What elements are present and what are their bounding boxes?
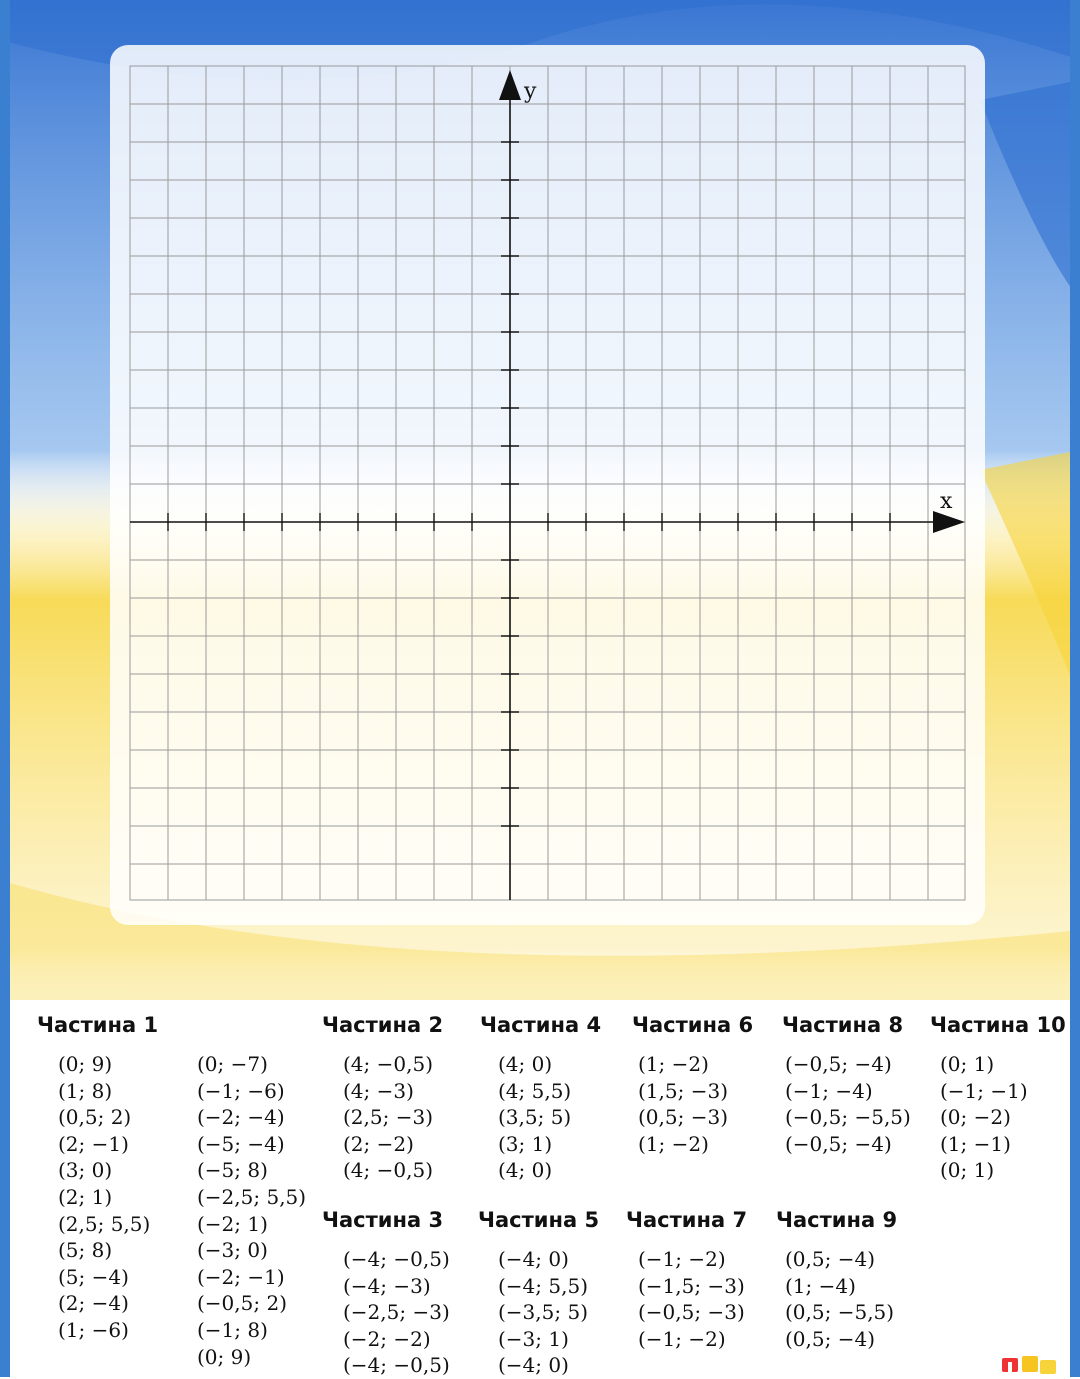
coordinate-point: (−2,5; −3) [343, 1300, 450, 1325]
coordinate-point: (0; 1) [940, 1158, 995, 1183]
coordinate-point: (−0,5; −5,5) [785, 1105, 911, 1130]
grid-lines [130, 66, 965, 900]
coordinate-point: (−4; 5,5) [498, 1273, 588, 1298]
coordinate-point: (−0,5; 2) [197, 1291, 287, 1316]
coordinate-point: (−2,5; 5,5) [197, 1184, 307, 1209]
part-3-points [343, 1246, 450, 1379]
part-2-points [343, 1051, 433, 1184]
part-7-points [638, 1246, 745, 1352]
part-9-points [785, 1246, 894, 1352]
part-8-title: Частина 8 [782, 1013, 904, 1037]
coordinate-point: (0; −2) [940, 1105, 1011, 1130]
coordinate-point: (3; 0) [58, 1158, 113, 1183]
part-1-title: Частина 1 [37, 1013, 159, 1037]
coordinate-point: (4; −3) [343, 1078, 414, 1103]
coordinate-point: (−5; 8) [197, 1158, 268, 1183]
publisher-logo-icon [1000, 1352, 1060, 1377]
coordinate-point: (−3; 1) [498, 1326, 569, 1351]
coordinate-point: (−0,5; −3) [638, 1300, 745, 1325]
coordinate-point: (4; 0) [498, 1052, 553, 1076]
coordinate-point: (−0,5; −4) [785, 1131, 892, 1156]
coordinate-point: (1; −2) [638, 1052, 709, 1076]
coordinate-point: (−1; 8) [197, 1317, 268, 1342]
part-8-points [785, 1051, 911, 1157]
coordinate-point: (−1; −2) [638, 1326, 726, 1351]
coordinate-point: (2; −4) [58, 1291, 129, 1316]
coordinate-point: (4; 0) [498, 1158, 553, 1183]
coordinate-point: (2; −2) [343, 1131, 414, 1156]
y-axis-arrow-icon [499, 70, 521, 100]
coordinate-point: (−2; −1) [197, 1264, 285, 1289]
coordinate-point: (−3; 0) [197, 1238, 268, 1263]
coordinate-point: (1; 8) [58, 1078, 113, 1103]
coordinate-point: (−0,5; −4) [785, 1052, 892, 1076]
coordinate-point: (4; −0,5) [343, 1158, 433, 1183]
part-4-points [498, 1051, 571, 1184]
coordinate-point: (0; 9) [197, 1344, 252, 1369]
coordinate-point: (0,5; −3) [638, 1105, 728, 1130]
coordinate-point: (0; −7) [197, 1052, 268, 1076]
coordinate-point: (−1,5; −3) [638, 1273, 745, 1298]
coordinate-point: (5; 8) [58, 1238, 113, 1263]
coordinate-point: (−2; −2) [343, 1326, 431, 1351]
part-1-points-col2 [197, 1051, 306, 1370]
coordinate-point: (2,5; −3) [343, 1105, 433, 1130]
coordinate-point: (0; 1) [940, 1052, 995, 1076]
coordinate-point: (1; −6) [58, 1317, 129, 1342]
coordinate-point: (−4; 0) [498, 1247, 569, 1271]
part-10-title: Частина 10 [930, 1013, 1066, 1037]
part-5-title: Частина 5 [478, 1208, 600, 1232]
coordinate-point: (−4; −0,5) [343, 1247, 450, 1271]
coordinate-point: (3; 1) [498, 1131, 553, 1156]
coordinate-point: (0; 9) [58, 1052, 113, 1076]
coordinate-point: (4; −0,5) [343, 1052, 433, 1076]
part-3-title: Частина 3 [322, 1208, 444, 1232]
coordinate-point: (−2; −4) [197, 1105, 285, 1130]
coordinate-point: (0,5; 2) [58, 1105, 132, 1130]
coordinate-point: (0,5; −5,5) [785, 1300, 895, 1325]
coordinate-point: (−1; −6) [197, 1078, 285, 1103]
part-6-points [638, 1051, 728, 1157]
coordinate-point: (−1; −4) [785, 1078, 873, 1103]
coordinate-point: (−1; −2) [638, 1247, 726, 1271]
coordinate-point: (1,5; −3) [638, 1078, 728, 1103]
coordinate-point: (−4; 0) [498, 1353, 569, 1378]
part-1-points-col1 [58, 1051, 150, 1344]
coordinate-point: (2,5; 5,5) [58, 1211, 151, 1236]
part-10-points [940, 1051, 1028, 1184]
coordinate-point: (−3,5; 5) [498, 1300, 588, 1325]
part-4-title: Частина 4 [480, 1013, 602, 1037]
coordinate-point: (−5; −4) [197, 1131, 285, 1156]
coordinate-point: (−1; −1) [940, 1078, 1028, 1103]
coordinate-point: (−4; −3) [343, 1273, 431, 1298]
coordinate-point: (0,5; −4) [785, 1247, 875, 1271]
part-2-title: Частина 2 [322, 1013, 444, 1037]
coordinate-point: (1; −1) [940, 1131, 1011, 1156]
coordinate-point: (−2; 1) [197, 1211, 268, 1236]
coordinate-point: (1; −4) [785, 1273, 856, 1298]
x-axis-label: x [940, 489, 953, 514]
coordinate-point: (0,5; −4) [785, 1326, 875, 1351]
coordinate-point: (5; −4) [58, 1264, 129, 1289]
y-axis-label: y [524, 79, 537, 104]
coordinate-point: (1; −2) [638, 1131, 709, 1156]
coordinate-point: (2; 1) [58, 1184, 113, 1209]
part-6-title: Частина 6 [632, 1013, 754, 1037]
part-7-title: Частина 7 [626, 1208, 748, 1232]
x-axis-arrow-icon [933, 511, 965, 533]
coordinate-point: (3,5; 5) [498, 1105, 572, 1130]
part-5-points [498, 1246, 588, 1379]
coordinate-point: (4; 5,5) [498, 1078, 572, 1103]
coordinate-point: (−4; −0,5) [343, 1353, 450, 1378]
part-9-title: Частина 9 [776, 1208, 898, 1232]
coordinate-point: (2; −1) [58, 1131, 129, 1156]
